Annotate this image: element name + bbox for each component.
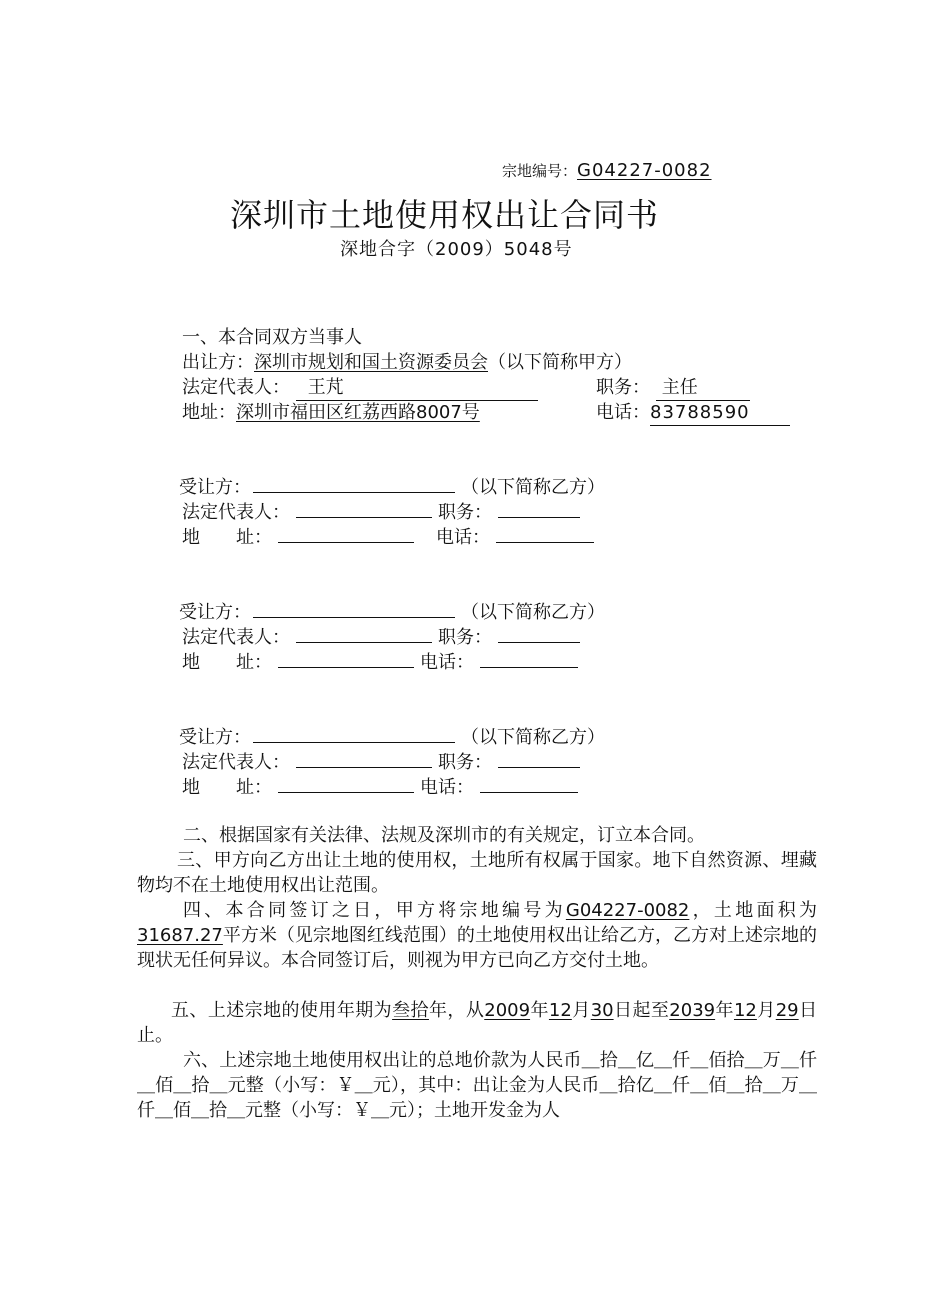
transferee-suffix: （以下简称乙方） <box>461 477 605 498</box>
rep-label: 法定代表人： <box>182 377 290 398</box>
transferor-label: 出让方： <box>182 352 254 373</box>
transferor-suffix: （以下简称甲方） <box>488 352 632 373</box>
rep-name: 王芃 <box>296 375 538 401</box>
clause-5-end-year: 2039 <box>669 1000 716 1021</box>
document-title: 深圳市土地使用权出让合同书 <box>230 196 660 234</box>
transferee-3-row <box>179 725 605 750</box>
address-blank <box>278 528 414 543</box>
transferee-label: 受让方： <box>179 602 251 623</box>
position-blank <box>498 503 580 518</box>
transferee-label: 受让方： <box>179 727 251 748</box>
address-blank <box>278 653 414 668</box>
phone-label: 电话： <box>436 527 490 548</box>
clause-5-text: 年，从 <box>428 1000 485 1021</box>
parcel-id-value: G04227-0082 <box>577 160 712 181</box>
rep-blank <box>296 503 432 518</box>
transferor-rep-row <box>182 375 538 401</box>
transferee-blank <box>253 728 455 743</box>
transferor-position-row <box>596 375 750 401</box>
address-blank <box>278 778 414 793</box>
clause-5-text: 日起至 <box>613 1000 670 1021</box>
rep-label: 法定代表人： <box>182 502 290 523</box>
clause-3: 三、甲方向乙方出让土地的使用权，土地所有权属于国家。地下自然资源、埋藏物均不在土地使用权出让范围。 <box>137 850 817 896</box>
clause-4-text-c: 平方米（见宗地图红线范围）的土地使用权出让给乙方，乙方对上述宗地的现状无任何异议。本合同签订后，则视为甲方已向乙方交付土地。 <box>137 925 817 971</box>
clause-5-start-month: 12 <box>548 1000 572 1021</box>
clause-5-end-month: 12 <box>733 1000 757 1021</box>
clause-5-text: 月 <box>756 1000 776 1021</box>
position-value: 主任 <box>656 375 750 401</box>
clause-5-text: 年 <box>530 1000 549 1021</box>
clause-5-text: 日止。 <box>137 1000 818 1046</box>
transferor-phone-row <box>596 400 790 426</box>
clause-5-years: 叁拾 <box>392 1000 429 1021</box>
transferee-2-rep-row <box>182 625 586 650</box>
clause-5-text: 年 <box>715 1000 734 1021</box>
transferee-2-address-row <box>182 650 584 675</box>
phone-value: 83788590 <box>650 400 790 426</box>
position-label: 职务： <box>438 752 492 773</box>
transferor-row <box>182 350 632 375</box>
transferee-1-rep-row <box>182 500 586 525</box>
transferee-label: 受让方： <box>179 477 251 498</box>
rep-blank <box>296 753 432 768</box>
clause-5-start-day: 30 <box>590 1000 614 1021</box>
transferee-1-row <box>179 475 605 500</box>
position-label: 职务： <box>438 627 492 648</box>
rep-blank <box>296 628 432 643</box>
address-label: 地 址： <box>182 527 272 548</box>
clause-5-text: 五、上述宗地的使用年期为 <box>171 1000 393 1021</box>
section1-heading: 一、本合同双方当事人 <box>182 327 362 348</box>
clause-4-text-b: ，土地面积为 <box>689 900 818 921</box>
clause-4-parcel: G04227-0082 <box>565 900 690 921</box>
transferee-blank <box>253 603 455 618</box>
clause-4-text-a: 四、本合同签订之日，甲方将宗地编号为 <box>183 900 566 921</box>
parcel-id <box>502 160 712 181</box>
transferee-3-address-row <box>182 775 584 800</box>
position-label: 职务： <box>596 377 650 398</box>
position-label: 职务： <box>438 502 492 523</box>
position-blank <box>498 753 580 768</box>
transferor-address-row <box>182 400 480 425</box>
transferee-3-rep-row <box>182 750 586 775</box>
position-blank <box>498 628 580 643</box>
address-value: 深圳市福田区红荔西路8007号 <box>236 402 480 423</box>
parcel-id-label: 宗地编号： <box>502 162 578 180</box>
transferee-suffix: （以下简称乙方） <box>461 727 605 748</box>
address-label: 地 址： <box>182 777 272 798</box>
transferee-2-row <box>179 600 605 625</box>
transferor-name: 深圳市规划和国土资源委员会 <box>254 352 488 373</box>
clause-2: 二、根据国家有关法律、法规及深圳市的有关规定，订立本合同。 <box>183 825 705 846</box>
clause-5-end-day: 29 <box>775 1000 799 1021</box>
rep-label: 法定代表人： <box>182 627 290 648</box>
clause-5 <box>137 998 817 1048</box>
phone-label: 电话： <box>420 652 474 673</box>
phone-blank <box>496 528 594 543</box>
phone-blank <box>480 653 578 668</box>
transferee-blank <box>253 478 455 493</box>
transferee-suffix: （以下简称乙方） <box>461 602 605 623</box>
clause-4 <box>137 898 817 973</box>
phone-blank <box>480 778 578 793</box>
clause-4-area: 31687.27 <box>137 925 223 946</box>
address-label: 地 址： <box>182 652 272 673</box>
address-label: 地址： <box>182 402 236 423</box>
contract-number: 深地合字（2009）5048号 <box>340 239 573 260</box>
rep-label: 法定代表人： <box>182 752 290 773</box>
phone-label: 电话： <box>420 777 474 798</box>
phone-label: 电话： <box>596 402 650 423</box>
clause-5-start-year: 2009 <box>484 1000 531 1021</box>
clause-6: 六、上述宗地土地使用权出让的总地价款为人民币＿拾＿亿＿仟＿佰拾＿万＿仟＿佰＿拾＿元整（小写：￥＿元），其中：出让金为人民币＿拾亿＿仟＿佰＿拾＿万＿仟＿佰＿拾＿元整（小写：￥＿元）；土地开发金为人 <box>137 1050 817 1121</box>
transferee-1-address-row <box>182 525 600 550</box>
clause-5-text: 月 <box>571 1000 591 1021</box>
